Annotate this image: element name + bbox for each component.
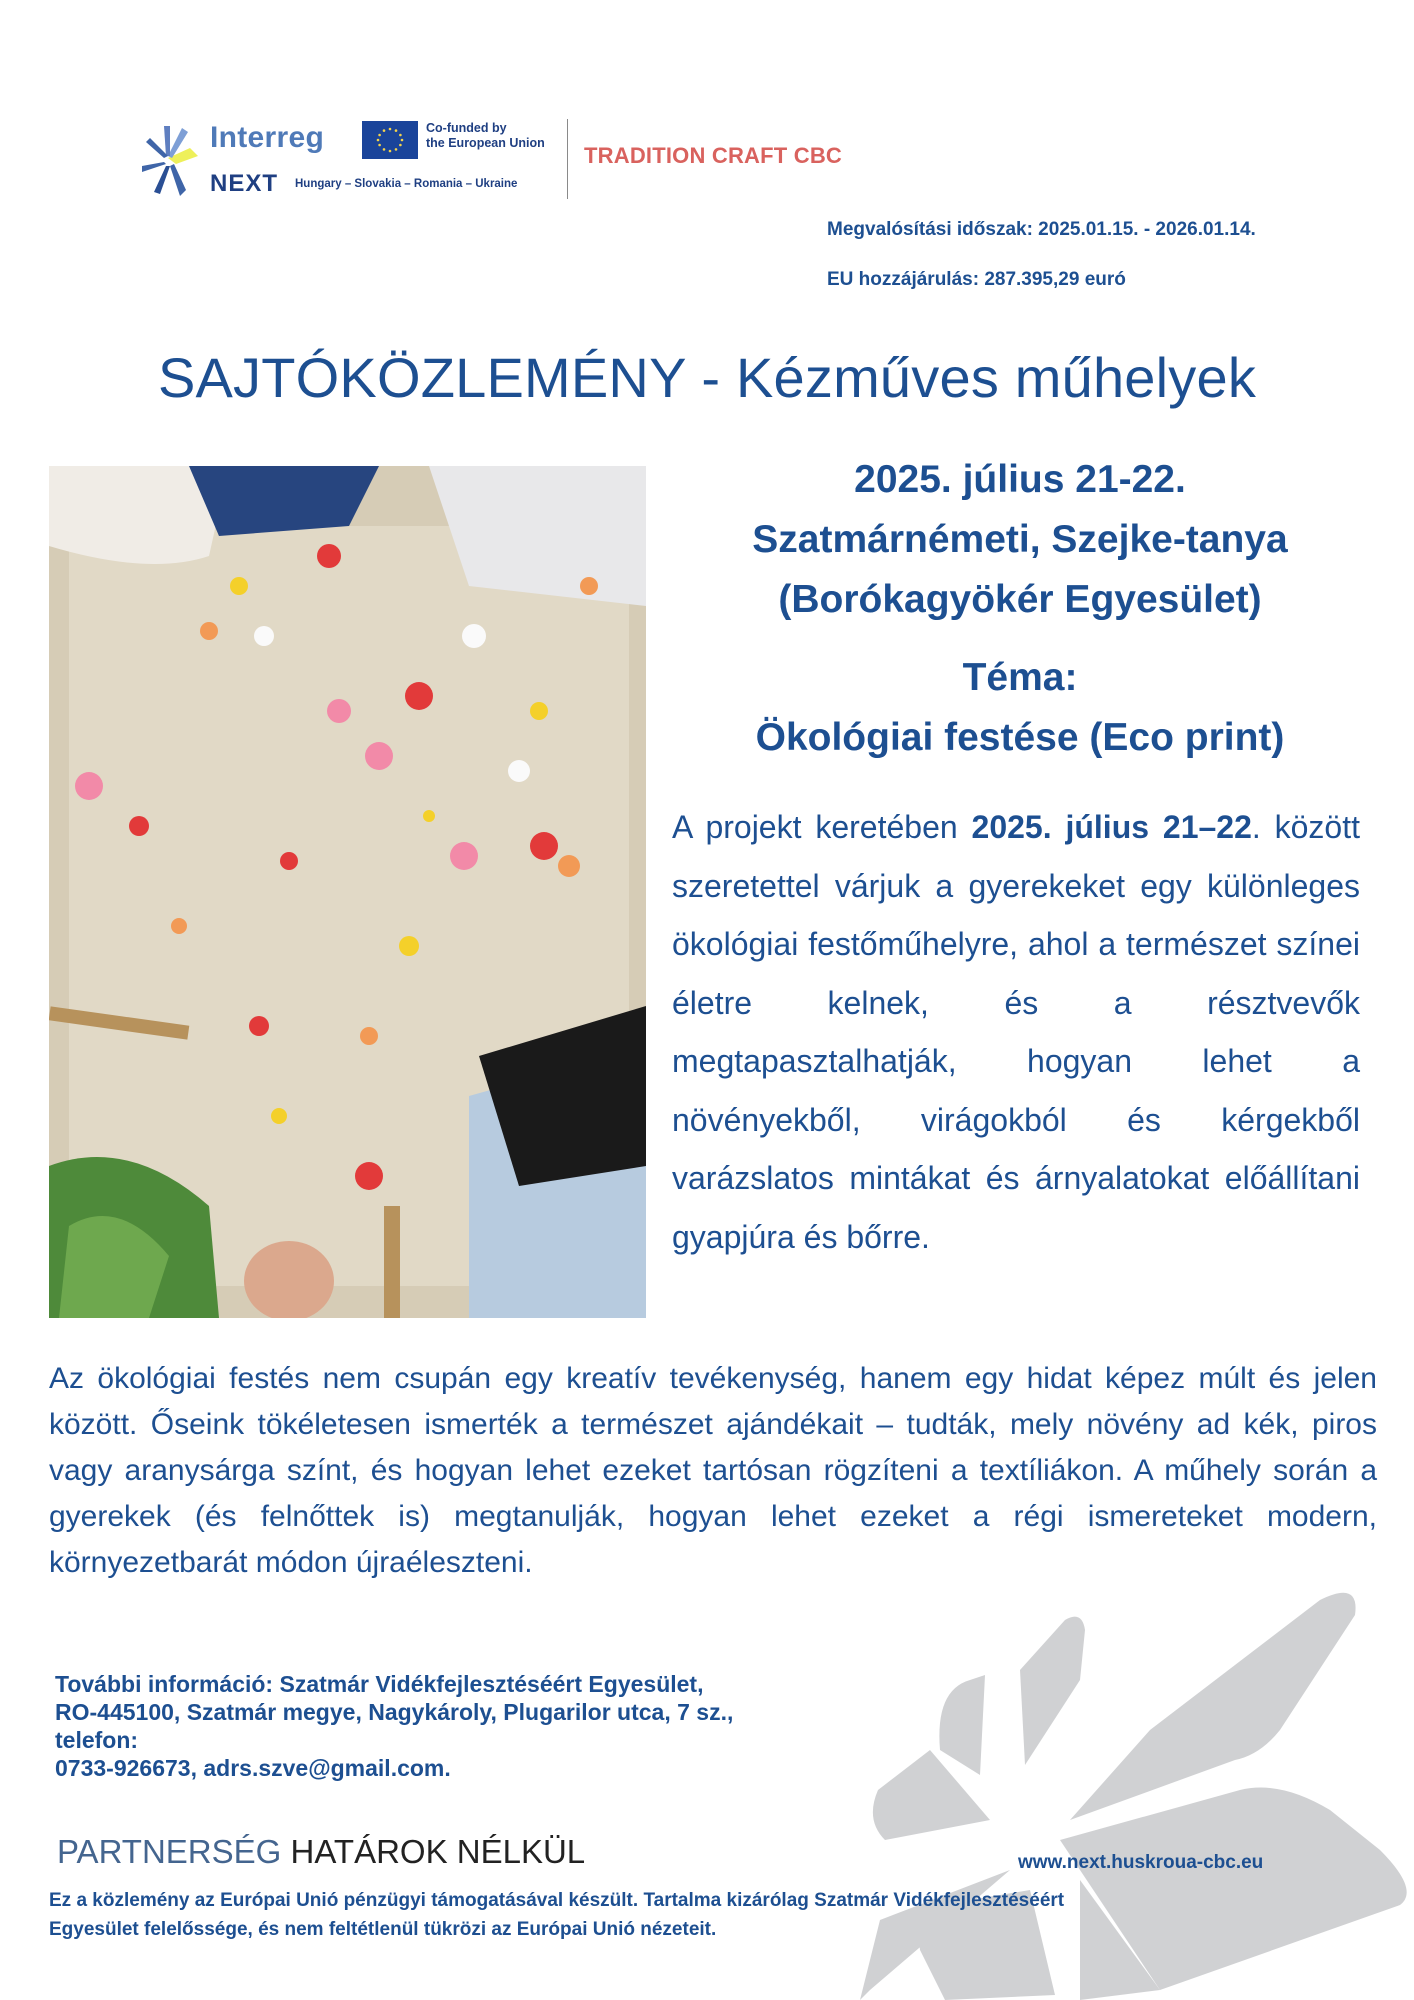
body-paragraph: Az ökológiai festés nem csupán egy kreatív tevékenység, hanem egy hidat képez múlt és jelen között. Őseink tökéletesen ismerték a természet ajándékait – tudták, mely növény ad kék, piros vagy aranysárga színt, és hogyan lehet ezeket tartósan rögzíteni a textíliákon. A műhely során a gyerekek (és felnőttek is) megtanulják, hogyan lehet ezeket a régi ismereteket modern, környezetbarát módon újraéleszteni.	[49, 1362, 1377, 1579]
intro-text-end: . között szeretettel várjuk a gyerekeket egy különleges ökológiai festőműhelyre, ahol a természet színei életre kelnek, és a résztvevők megtapasztalhatják, hogyan lehet a növényekből, virágokból és kérgekből varázslatos mintákat és árnyalatokat előállítani gyapjúra és bőrre.	[672, 809, 1360, 1255]
next-wordmark: NEXT	[210, 170, 279, 197]
event-date: 2025. július 21-22.	[854, 458, 1186, 501]
disclaimer-line-1: Ez a közlemény az Európai Unió pénzügyi támogatásával készült. Tartalma kizárólag Szatmár Vidékfejlesztéséért	[49, 1890, 1065, 1911]
eco-print-photo-image	[49, 466, 646, 1318]
eu-flag-icon	[362, 121, 418, 159]
contact-address: RO-445100, Szatmár megye, Nagykároly, Plugarilor utca, 7 sz.,	[55, 1699, 734, 1725]
interreg-star-icon	[140, 120, 200, 200]
contact-phone-label: telefon:	[55, 1727, 139, 1753]
eu-contribution: EU hozzájárulás: 287.395,29 euró	[827, 269, 1126, 290]
contact-info	[55, 1670, 955, 1782]
contact-phone-email[interactable]: 0733-926673, adrs.szve@gmail.com.	[55, 1755, 451, 1781]
interreg-wordmark: Interreg	[210, 121, 325, 154]
event-photo	[49, 466, 646, 1318]
event-topic	[660, 648, 1380, 768]
countries-label: Hungary – Slovakia – Romania – Ukraine	[295, 178, 518, 190]
slogan-part-2: HATÁROK NÉLKÜL	[290, 1833, 586, 1870]
implementation-period: Megvalósítási időszak: 2025.01.15. - 2026.01.14.	[827, 219, 1256, 240]
cofunded-line-2: the European Union	[426, 136, 545, 150]
contact-org: További információ: Szatmár Vidékfejlesztéséért Egyesület,	[55, 1671, 704, 1697]
project-name: TRADITION CRAFT CBC	[584, 143, 842, 168]
intro-paragraph	[672, 798, 1360, 1266]
logo-divider	[567, 119, 568, 199]
website-link[interactable]: www.next.huskroua-cbc.eu	[1018, 1852, 1264, 1873]
page-title: SAJTÓKÖZLEMÉNY - Kézműves műhelyek	[157, 346, 1257, 409]
cofunded-line-1: Co-funded by	[426, 121, 507, 135]
header-logo	[140, 115, 860, 215]
cofunded-label	[426, 121, 545, 151]
partnership-slogan	[57, 1833, 585, 1871]
topic-label: Téma:	[962, 656, 1078, 699]
intro-date-highlight: 2025. július 21–22	[971, 809, 1252, 845]
slogan-part-1: PARTNERSÉG	[57, 1833, 282, 1870]
topic-value: Ökológiai festése (Eco print)	[755, 716, 1285, 759]
event-location: Szatmárnémeti, Szejke-tanya	[752, 518, 1288, 561]
eu-disclaimer	[49, 1886, 1349, 1944]
event-details	[660, 450, 1380, 768]
event-organizer: (Borókagyökér Egyesület)	[778, 578, 1262, 621]
disclaimer-line-2: Egyesület felelőssége, és nem feltétlenül tükrözi az Európai Unió nézeteit.	[49, 1919, 717, 1940]
intro-text-start: A projekt keretében	[672, 809, 972, 845]
